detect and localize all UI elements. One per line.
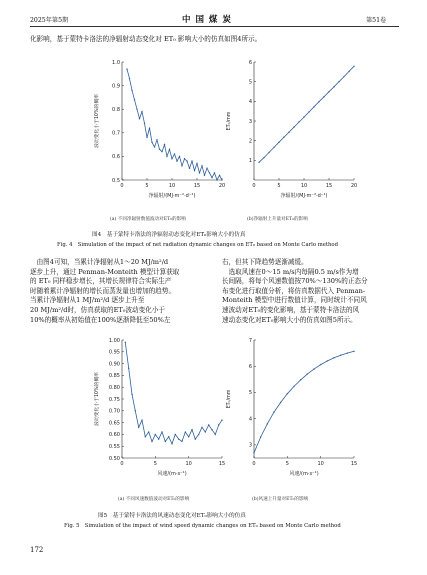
y-tick-label: 0.90: [108, 361, 120, 368]
data-point: [161, 431, 162, 432]
left-line: 当累计净辐射从1 MJ/m²/d 逐步上升至: [30, 296, 145, 305]
data-point: [156, 139, 157, 140]
y-tick-label: 0.50: [108, 455, 120, 462]
data-point: [204, 175, 205, 176]
y-tick-label: 0.65: [108, 420, 120, 427]
data-point: [131, 90, 132, 91]
chart-fig4b: [222, 52, 362, 212]
data-point: [273, 147, 274, 148]
data-point: [347, 352, 348, 353]
data-point: [168, 436, 169, 437]
y-tick-label: 0.85: [108, 373, 120, 380]
data-point: [169, 149, 170, 150]
left-line: 的 ET₀ 同样稳步增长，其增长规律符合实际生产: [30, 277, 172, 286]
x-tick-label: 0: [252, 183, 256, 189]
data-point: [273, 411, 274, 412]
data-point: [327, 360, 328, 361]
data-point: [176, 160, 177, 161]
y-tick-label: 0.55: [108, 444, 120, 450]
y-tick-label: 4: [248, 416, 252, 423]
left-line: 时随着累计净辐射的增长而蒸发量也增加的趋势。: [30, 286, 176, 295]
data-point: [333, 357, 334, 358]
left-line: 20 MJ/m²/d时，仿真获取的ET₀波动变化小于: [30, 305, 166, 314]
data-point: [353, 351, 354, 352]
data-point: [293, 126, 294, 127]
x-tick-label: 0: [120, 461, 124, 467]
data-point: [194, 170, 195, 171]
journal-title: 中 国 煤 炭: [182, 15, 232, 25]
y-tick-label: 0.8: [112, 107, 120, 113]
data-point: [179, 156, 180, 157]
series-line: [254, 351, 354, 453]
right-line: 选取风速在0～15 m/s内每隔0.5 m/s作为增: [222, 267, 359, 276]
data-point: [181, 165, 182, 166]
data-point: [166, 156, 167, 157]
header-rule: [30, 26, 399, 27]
fig4-caption-cn: 图4 基于蒙特卡洛法的净辐射动态变化对ET₀影响大小的仿真: [92, 232, 246, 238]
data-point: [214, 172, 215, 173]
data-point: [298, 121, 299, 122]
data-point: [141, 420, 142, 421]
x-tick-label: 10: [317, 461, 324, 467]
fig5-caption-en: Fig. 5 Simulation of the impact of wind speed dynamic changes on ET₀ based on Monte Carlo method: [64, 523, 341, 529]
data-point: [145, 436, 146, 437]
y-tick-label: 1.00: [108, 337, 120, 344]
data-point: [215, 434, 216, 435]
data-point: [189, 168, 190, 169]
y-tick-label: 6: [248, 59, 252, 66]
data-point: [278, 142, 279, 143]
data-point: [287, 393, 288, 394]
y-tick-label: 1: [248, 158, 252, 165]
data-point: [196, 163, 197, 164]
data-point: [300, 379, 301, 380]
data-point: [134, 99, 135, 100]
y-tick-label: 3: [248, 442, 252, 449]
data-point: [340, 355, 341, 356]
x-tick-label: 10: [185, 461, 192, 467]
series-line: [259, 66, 354, 162]
data-point: [165, 441, 166, 442]
x-axis-label: 净辐射/(MJ·m⁻²·d⁻¹): [148, 193, 196, 199]
data-point: [171, 443, 172, 444]
data-point: [171, 158, 172, 159]
data-point: [201, 427, 202, 428]
right-line: 右，但其下降趋势逐渐减缓。: [222, 258, 308, 266]
data-point: [136, 109, 137, 110]
volume-label: 第51卷: [366, 17, 387, 24]
y-tick-label: 5: [248, 79, 252, 86]
y-axis-label: ET₀/mm: [227, 111, 232, 131]
y-axis-label: 波动变化小于10%的概率: [95, 372, 100, 426]
data-point: [268, 152, 269, 153]
fig4-caption-en: Fig. 4 Simulation of the impact of net radiation dynamic changes on ET₀ based on Monte Carlo method: [57, 242, 338, 248]
data-point: [307, 373, 308, 374]
data-point: [318, 101, 319, 102]
page-number: 172: [30, 546, 44, 554]
x-axis-label: 净辐射/(MJ·m⁻²·d⁻¹): [280, 193, 328, 199]
y-axis-label: 波动变化小于10%的概率: [95, 94, 100, 148]
data-point: [293, 386, 294, 387]
data-point: [288, 132, 289, 133]
x-tick-label: 15: [325, 183, 333, 189]
x-tick-label: 0: [252, 461, 256, 467]
right-line: 速波动对ET₀的变化影响，基于蒙特卡洛法的风: [222, 305, 360, 314]
fig4b-sublabel: (b)净辐射上升量对ET₀的影响: [247, 217, 308, 222]
data-point: [260, 436, 261, 437]
data-point: [149, 127, 150, 128]
data-point: [164, 144, 165, 145]
data-point: [208, 424, 209, 425]
data-point: [353, 66, 354, 67]
y-tick-label: 1.0: [112, 59, 120, 66]
data-point: [158, 438, 159, 439]
data-point: [209, 172, 210, 173]
data-point: [313, 368, 314, 369]
data-point: [199, 172, 200, 173]
right-line: 长间隔，将每个风速数值按70%～130%的正态分: [222, 277, 368, 286]
data-point: [151, 142, 152, 143]
data-point: [135, 410, 136, 411]
x-axis-label: 风速/(m·s⁻¹): [289, 471, 319, 477]
data-point: [161, 151, 162, 152]
data-point: [195, 438, 196, 439]
x-tick-label: 15: [350, 461, 358, 467]
data-point: [191, 160, 192, 161]
data-point: [216, 179, 217, 180]
left-line: 由图4可知，当累计净辐射从1～20 MJ/m²/d: [30, 258, 169, 266]
y-tick-label: 0.9: [112, 83, 120, 90]
data-point: [148, 431, 149, 432]
y-tick-label: 0.60: [108, 432, 120, 439]
y-tick-label: 0.80: [108, 385, 120, 391]
data-point: [343, 76, 344, 77]
y-tick-label: 0.7: [112, 130, 120, 137]
x-tick-label: 0: [120, 183, 124, 189]
data-point: [174, 153, 175, 154]
y-tick-label: 5: [248, 390, 252, 397]
data-point: [267, 423, 268, 424]
data-point: [126, 68, 127, 69]
data-point: [211, 429, 212, 430]
right-line: Monteith 模型中进行数值计算，同时统计不同风: [222, 296, 367, 305]
y-tick-label: 0.70: [108, 408, 120, 415]
y-tick-label: 0.6: [112, 154, 120, 161]
y-tick-label: 0.95: [108, 349, 120, 356]
data-point: [280, 402, 281, 403]
chart-fig5a: [90, 330, 230, 490]
series-line: [125, 342, 222, 443]
data-point: [159, 149, 160, 150]
y-tick-label: 7: [248, 337, 252, 344]
data-point: [211, 177, 212, 178]
data-point: [205, 431, 206, 432]
x-tick-label: 5: [277, 183, 281, 189]
data-point: [185, 431, 186, 432]
left-line: 逐步上升，通过 Penman-Monteith 模型计算获取: [30, 267, 180, 276]
data-point: [125, 342, 126, 343]
data-point: [175, 434, 176, 435]
fig4a-sublabel: (a) 不同净辐射数值波动对ET₀的影响: [110, 217, 186, 222]
left-line: 10%的概率从初始值在100%逐渐降低至50%左: [30, 315, 171, 324]
data-point: [155, 434, 156, 435]
x-tick-label: 20: [350, 183, 358, 189]
data-point: [201, 165, 202, 166]
x-tick-label: 10: [300, 183, 308, 189]
data-point: [138, 427, 139, 428]
right-line: 布变化进行取值分析，将仿真数据代入 Penman-: [222, 286, 366, 295]
x-axis-label: 风速/(m·s⁻¹): [157, 471, 187, 477]
data-point: [313, 106, 314, 107]
data-point: [320, 364, 321, 365]
data-point: [178, 438, 179, 439]
right-line: 速动态变化对ET₀影响大小的仿真如图5所示。: [222, 315, 357, 324]
data-point: [188, 436, 189, 437]
data-point: [198, 434, 199, 435]
data-point: [186, 160, 187, 161]
x-tick-label: 5: [285, 461, 289, 467]
data-point: [151, 441, 152, 442]
data-point: [191, 429, 192, 430]
series-line: [127, 69, 222, 180]
y-tick-label: 0.5: [112, 177, 120, 184]
data-point: [283, 136, 284, 137]
chart-fig4a: [90, 52, 230, 212]
data-point: [328, 91, 329, 92]
data-point: [253, 452, 254, 453]
data-point: [144, 123, 145, 124]
data-point: [129, 78, 130, 79]
data-point: [263, 157, 264, 158]
y-tick-label: 3: [248, 118, 252, 125]
data-point: [206, 168, 207, 169]
data-point: [131, 394, 132, 395]
data-point: [146, 137, 147, 138]
data-point: [128, 368, 129, 369]
data-point: [258, 162, 259, 163]
data-point: [218, 424, 219, 425]
data-point: [303, 116, 304, 117]
data-point: [184, 158, 185, 159]
x-tick-label: 15: [218, 461, 226, 467]
data-point: [308, 111, 309, 112]
data-point: [333, 86, 334, 87]
y-tick-label: 4: [248, 99, 252, 106]
right-column-text: [222, 258, 368, 325]
fig5b-sublabel: (b)风速上升量对ET₀的影响: [252, 497, 309, 502]
data-point: [338, 81, 339, 82]
data-point: [154, 146, 155, 147]
data-point: [348, 71, 349, 72]
intro-line: 化影响，基于蒙特卡洛法的净辐射动态变化对 ET₀ 影响大小的仿真如图4所示。: [30, 35, 262, 43]
left-column-text: [30, 258, 179, 325]
x-tick-label: 10: [168, 183, 176, 189]
x-tick-label: 20: [218, 183, 226, 189]
data-point: [323, 96, 324, 97]
fig5a-sublabel: (a) 不同风速数值波动对ET₀的影响: [118, 497, 190, 502]
issue-label: 2025年第5期: [30, 17, 69, 24]
x-tick-label: 15: [193, 183, 201, 189]
data-point: [219, 175, 220, 176]
data-point: [139, 118, 140, 119]
data-point: [181, 441, 182, 442]
data-point: [141, 111, 142, 112]
y-tick-label: 0.75: [108, 396, 120, 403]
y-tick-label: 6: [248, 364, 252, 371]
chart-fig5b: [222, 330, 362, 490]
y-tick-label: 2: [248, 138, 252, 145]
x-tick-label: 5: [153, 461, 157, 467]
x-tick-label: 5: [145, 183, 149, 189]
y-axis-label: ET₀/mm: [227, 389, 232, 409]
fig5-caption-cn: 图5 基于蒙特卡洛法的风速动态变化对ET₀影响大小的仿真: [98, 513, 246, 519]
